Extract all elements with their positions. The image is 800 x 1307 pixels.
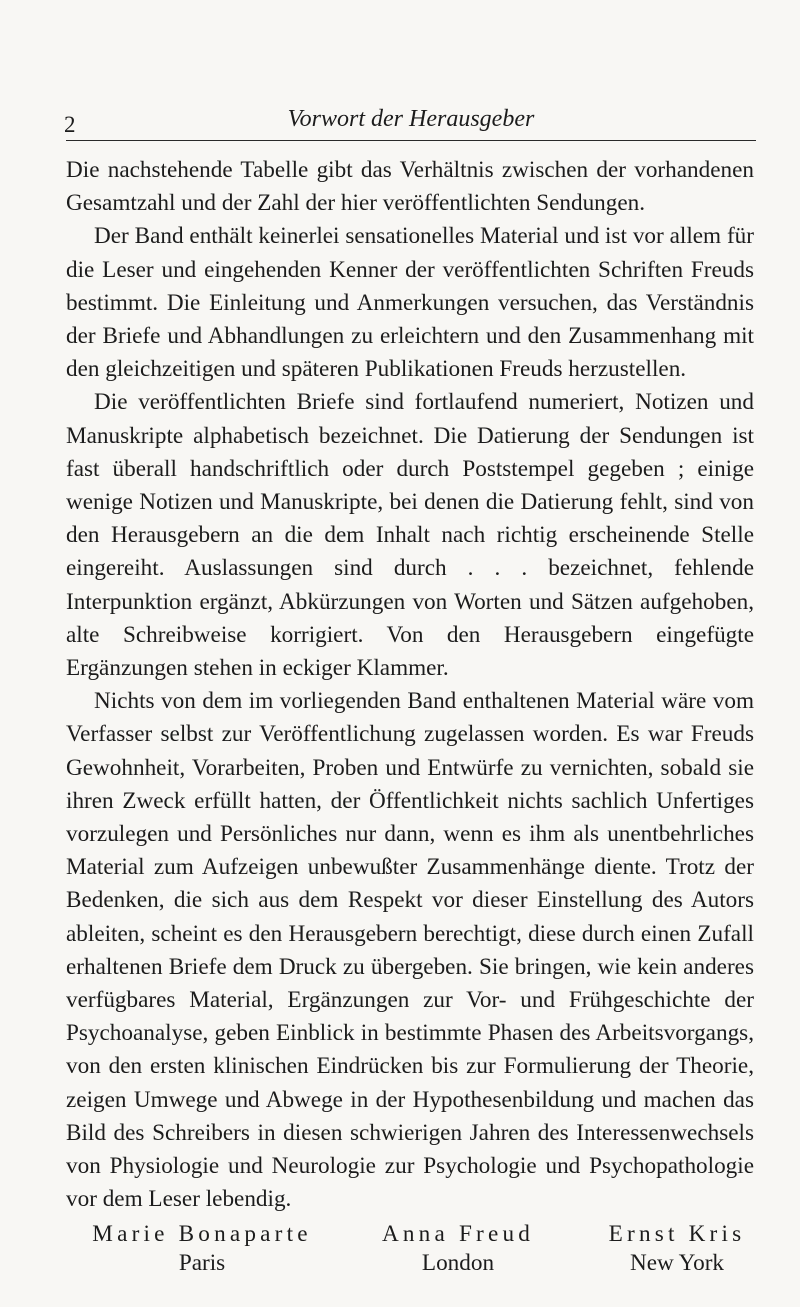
signature-name: Marie Bonaparte: [92, 1221, 312, 1247]
signature-name: Ernst Kris: [608, 1221, 746, 1247]
signature-city: Paris: [178, 1250, 226, 1276]
signature-block: [348, 1220, 568, 1278]
signature-name: Anna Freud: [381, 1221, 535, 1247]
running-title: Vorwort der Herausgeber: [287, 106, 535, 132]
body-text: [66, 154, 754, 1217]
paragraph-editorial-method: Die veröffentlichten Briefe sind fortlaufend numeriert, Notizen und Manuskripte alphabetisch bezeichnet. Die Datierung der Sendungen ist fast überall handschriftlich oder durch Poststempel gegeben ; einige wenige Notizen und Manuskripte, bei denen die Datierung fehlt, sind von den Herausgebern an die dem Inhalt nach richtig erscheinende Stelle eingereiht. Auslassungen sind durch . . . bezeichnet, fehlende Interpunktion ergänzt, Abkürzungen von Worten und Sätzen aufgehoben, alte Schreibweise korrigiert. Von den Herausgebern eingefügte Ergänzungen stehen in eckiger Klammer.: [66, 389, 754, 682]
paragraph-content-purpose: Der Band enthält keinerlei sensationelles Material und ist vor allem für die Leser und eingehenden Kenner der veröffentlichten Schriften Freuds bestimmt. Die Einleitung und Anmerkungen versuchen, das Verständnis der Briefe und Abhandlungen zu erleichtern und den Zusammenhang mit den gleichzeitigen und späteren Publikationen Freuds herzustellen.: [66, 223, 754, 383]
signature-city: New York: [629, 1250, 725, 1276]
signature-city: London: [421, 1250, 495, 1276]
signature-block: [66, 1220, 338, 1278]
paragraph-table-note: Die nachstehende Tabelle gibt das Verhältnis zwischen der vorhandenen Gesamtzahl und der Zahl der hier veröffentlichten Sendungen.: [66, 157, 754, 217]
running-head: [66, 90, 756, 141]
paragraph-publication-justification: Nichts von dem im vorliegenden Band enthaltenen Material wäre vom Verfasser selbst zur Veröffentlichung zugelassen worden. Es war Freuds Gewohnheit, Vorarbeiten, Proben und Entwürfe zu vernichten, sobald sie ihren Zweck erfüllt hatten, der Öffentlichkeit nichts sachlich Unfertiges vorzulegen und Persönliches nur dann, wenn es ihm als unentbehrliches Material zum Aufzeigen unbewußter Zusammenhänge diente. Trotz der Bedenken, die sich aus dem Respekt vor dieser Einstellung des Autors ableiten, scheint es den Herausgebern berechtigt, diese durch einen Zufall erhaltenen Briefe dem Druck zu übergeben. Sie bringen, wie kein anderes verfügbares Material, Ergänzungen zur Vor- und Frühgeschichte der Psychoanalyse, geben Einblick in bestimmte Phasen des Arbeitsvorgangs, von den ersten klinischen Eindrücken bis zur Formulierung der Theorie, zeigen Umwege und Abwege in der Hypothesenbildung und machen das Bild des Schreibers in diesen schwierigen Jahren des Interessenwechsels von Physiologie und Neurologie zur Psychologie und Psychopathologie vor dem Leser lebendig.: [66, 688, 754, 1213]
signature-block: [594, 1220, 760, 1278]
page-number: 2: [64, 112, 76, 137]
signatures: [66, 1220, 758, 1290]
